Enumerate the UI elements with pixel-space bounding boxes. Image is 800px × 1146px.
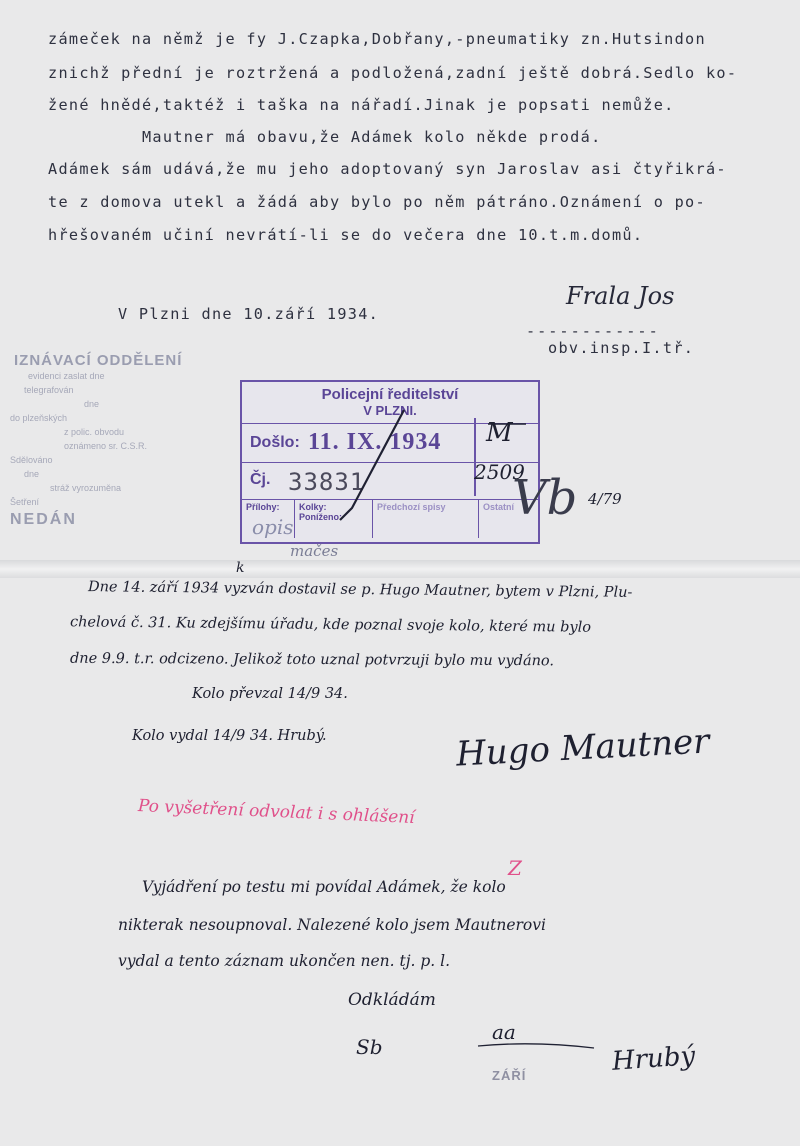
stamp-annotation-number: 2509	[474, 460, 525, 484]
red-mark: Z	[508, 856, 522, 880]
faded-stamp-heading: IZNÁVACÍ ODDĚLENÍ	[14, 352, 183, 369]
stamps-cell: Kolky: Poníženo:	[294, 500, 372, 538]
signature-dashes: ------------	[526, 322, 660, 340]
underline-stroke	[478, 1044, 594, 1048]
faded-stamp-row: z polic. obvodu	[64, 427, 125, 437]
final-line-1: Vyjádření po testu mi povídal Adámek, že kolo	[142, 878, 506, 896]
owner-signature: Hugo Mautner	[455, 721, 711, 775]
faded-stamp-row: Šetření	[10, 497, 40, 507]
annotation-vb: Vb	[512, 470, 578, 526]
typed-line-6: te z domova utekl a žádá aby bylo po něm pátráno.Oznámení o po-	[48, 193, 706, 211]
annotation-k: k	[236, 560, 245, 576]
typed-line-3: žené hnědé,taktéž i taška na nářadí.Jinak je popsati nemůže.	[48, 96, 675, 114]
faded-stamp-row: dne	[24, 469, 40, 479]
received-date: 11. IX. 1934	[308, 429, 442, 455]
typed-line-5: Adámek sám udává,že mu jeho adoptovaný syn Jaroslav asi čtyřikrá-	[48, 160, 727, 178]
stamp-city: V PLZNI.	[363, 403, 417, 418]
stamp-office: Policejní ředitelství	[321, 386, 459, 403]
closing-word: Odkládám	[348, 990, 436, 1010]
stamp-annotation-m: M	[486, 418, 513, 448]
red-note: Po vyšetření odvolat i s ohlášení	[137, 796, 416, 829]
faded-stamp-row: evidenci zaslat dne	[28, 371, 105, 381]
typed-line-1: zámeček na němž je fy J.Czapka,Dobřany,-pneumatiky zn.Hutsindon	[48, 30, 706, 48]
faded-stamp-row: Sdělováno	[10, 455, 53, 465]
annotation-copy: opis	[252, 515, 294, 539]
typed-line-4: Mautner má obavu,že Adámek kolo někde prodá.	[48, 128, 602, 146]
final-line-2: nikterak nesoupnoval. Nalezené kolo jsem Mautnerovi	[118, 916, 546, 934]
ref-number: 33831	[288, 468, 366, 496]
handwritten-line-2: chelová č. 31. Ku zdejšímu úřadu, kde poznal svoje kolo, které mu bylo	[69, 614, 592, 636]
place-date: V Plzni dne 10.září 1934.	[118, 305, 380, 323]
annotation-copy-below: mačes	[290, 542, 339, 560]
officer-signature: Frala Jos	[566, 282, 675, 310]
other-cell: Ostatní	[478, 500, 536, 538]
faded-stamp-row: do plzeňských	[10, 413, 68, 423]
mid-initials: aa	[492, 1020, 516, 1044]
faded-stamp-row: telegrafován	[24, 385, 74, 395]
faded-stamp-footer: NEDÁN	[10, 511, 77, 528]
faded-stamp-row: dne	[84, 399, 100, 409]
officer-title: obv.insp.I.tř.	[548, 339, 695, 357]
attachments-cell: Přílohy:	[246, 502, 280, 512]
faded-stamp-row: oznámeno sr. C.S.R.	[64, 441, 148, 451]
handwritten-line-1: Dne 14. září 1934 vyzván dostavil se p. Hugo Mautner, bytem v Plzni, Plu-	[87, 579, 633, 601]
received-label: Došlo:	[250, 434, 300, 451]
previous-files-cell: Předchozí spisy	[372, 500, 478, 538]
faded-stamp-row: stráž vyrozuměna	[50, 483, 122, 493]
annotation-number: 4/79	[588, 490, 622, 508]
typed-line-7: hřešovaném učiní nevrátí-li se do večera dne 10.t.m.domů.	[48, 226, 644, 244]
handwritten-line-3: dne 9.9. t.r. odcizeno. Jelikož toto uznal potvrzuji bylo mu vydáno.	[69, 650, 555, 670]
bottom-stamp: ZÁŘÍ	[492, 1068, 527, 1083]
handwritten-line-4: Kolo převzal 14/9 34.	[192, 686, 348, 702]
final-line-3: vydal a tento záznam ukončen nen. tj. p. l.	[118, 952, 451, 970]
handwritten-line-5: Kolo vydal 14/9 34. Hrubý.	[132, 728, 327, 744]
ref-label: Čj.	[250, 471, 271, 488]
check-mark	[340, 410, 404, 520]
typed-line-2: znichž přední je roztržená a podložená,zadní ještě dobrá.Sedlo ko-	[48, 64, 738, 82]
final-signature: Hrubý	[611, 1041, 697, 1077]
initials: Sb	[356, 1035, 383, 1059]
